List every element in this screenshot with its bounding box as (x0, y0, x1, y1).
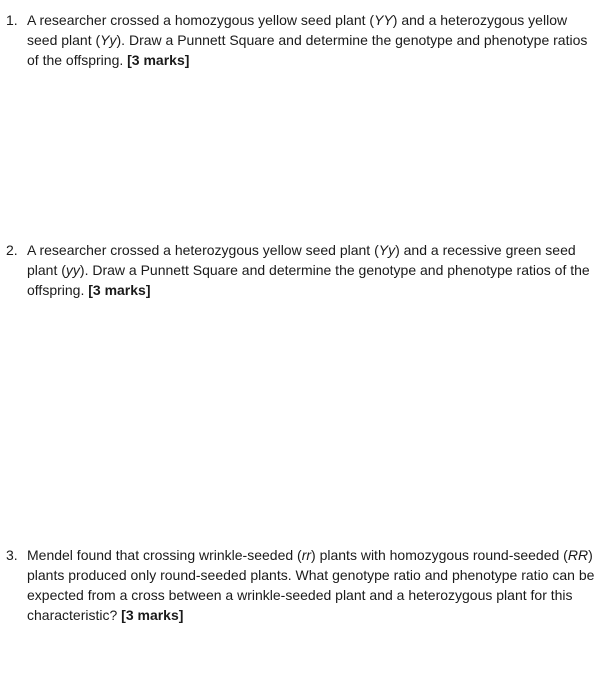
question-number: 3. (6, 547, 18, 563)
question-text-segment: Mendel found that crossing wrinkle-seeded ( (27, 547, 302, 563)
genotype-symbol: RR (567, 547, 589, 563)
genotype-symbol: YY (374, 12, 393, 28)
question-1 (6, 10, 596, 70)
marks-label: [3 marks] (127, 52, 190, 68)
question-text-segment: ) plants produced only round-seeded plants. What genotype ratio and phenotype ratio can be expected from a cross between a wrinkle-seeded plant and a heterozygous plant for this characteristic? (27, 547, 595, 623)
question-text-segment: ) and a heterozygous yellow seed plant ( (27, 12, 568, 48)
marks-label: [3 marks] (121, 607, 184, 623)
question-text-segment: ). Draw a Punnett Square and determine the genotype and phenotype ratios of the offspring. (27, 32, 588, 68)
genotype-symbol: Yy (378, 242, 396, 258)
question-text-segment: A researcher crossed a homozygous yellow seed plant ( (27, 12, 375, 28)
question-text-segment: ) plants with homozygous round-seeded ( (311, 547, 568, 563)
question-text-segment: ) and a recessive green seed plant ( (27, 242, 576, 278)
question-text (27, 240, 596, 300)
marks-label: [3 marks] (88, 282, 151, 298)
genotype-symbol: rr (301, 547, 312, 563)
question-2 (6, 240, 596, 300)
question-text-segment: ). Draw a Punnett Square and determine the genotype and phenotype ratios of the offspring. (27, 262, 590, 298)
question-number: 1. (6, 12, 18, 28)
question-number: 2. (6, 242, 18, 258)
question-text (27, 10, 596, 70)
genotype-symbol: yy (65, 262, 80, 278)
question-text-segment: A researcher crossed a heterozygous yellow seed plant ( (27, 242, 379, 258)
genotype-symbol: Yy (100, 32, 117, 48)
question-3 (6, 545, 596, 625)
question-text (27, 545, 596, 625)
